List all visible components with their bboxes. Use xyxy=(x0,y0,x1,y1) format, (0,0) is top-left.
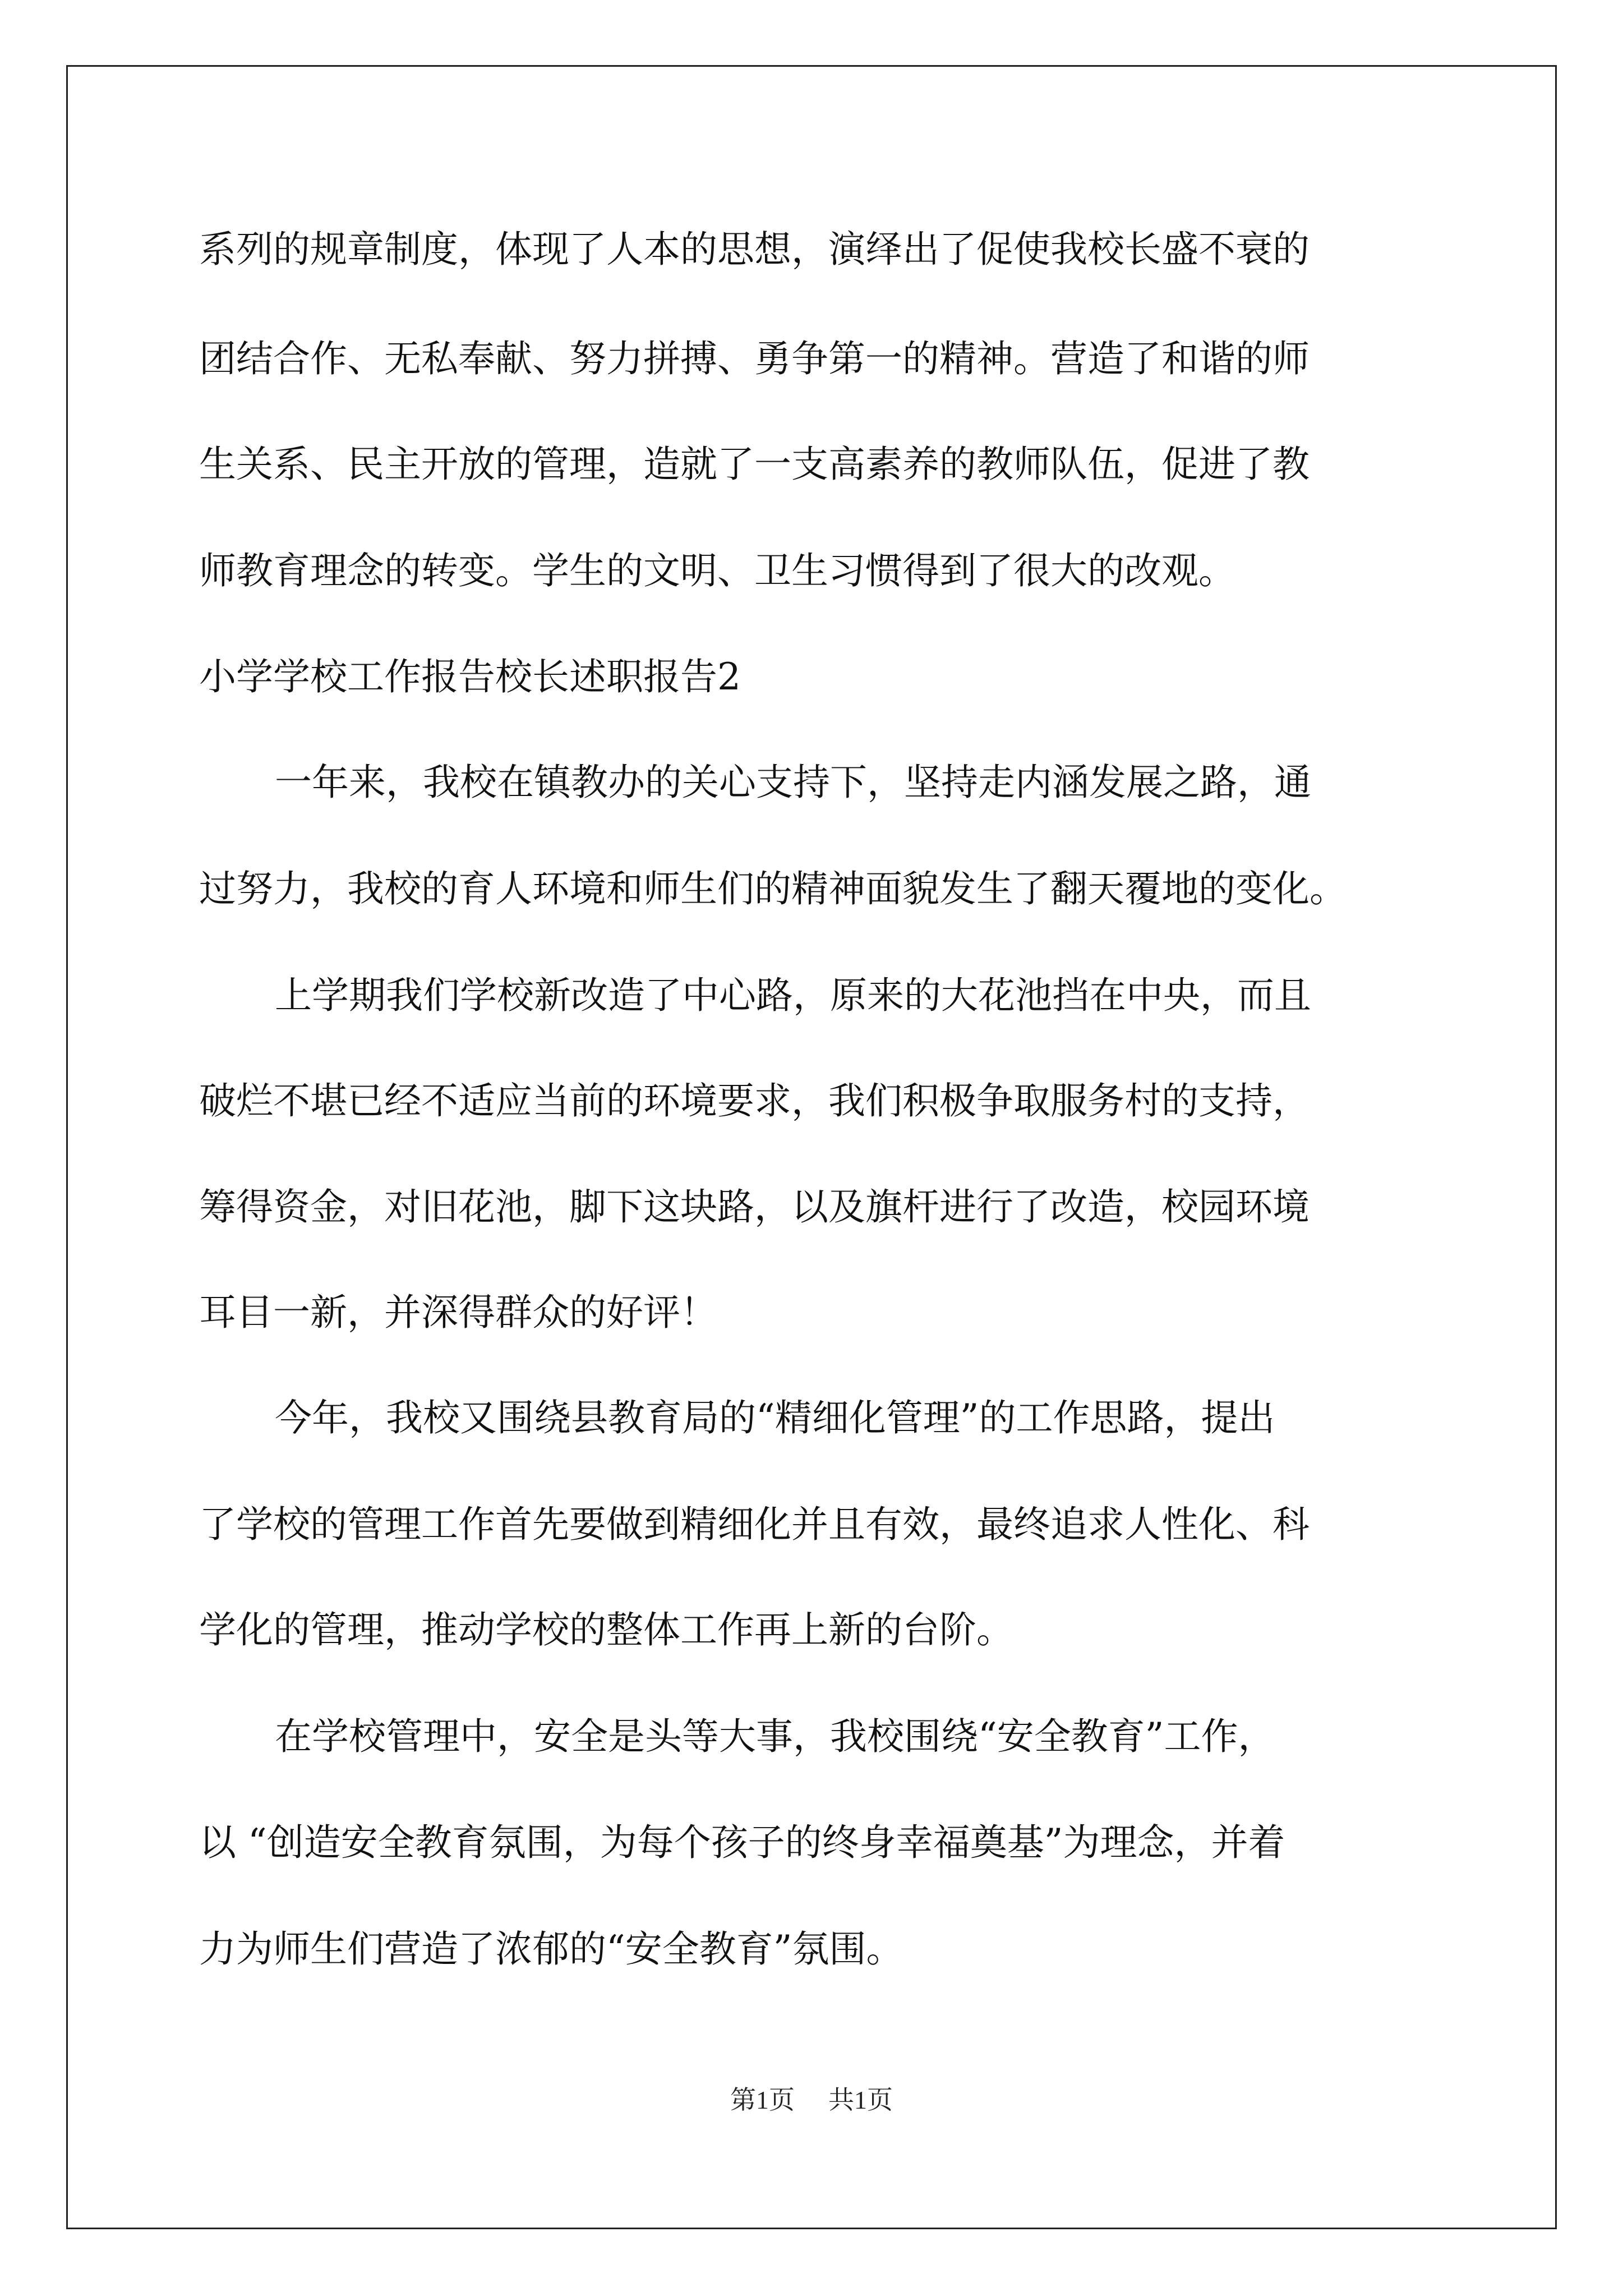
body-line: 以 “创造安全教育氛围，为每个孩子的终身幸福奠基”为理念，并着 xyxy=(199,1821,1285,1864)
paragraph-first-line: 一年来，我校在镇教办的关心支持下，坚持走内涵发展之路，通 xyxy=(275,761,1311,804)
body-line: 过努力，我校的育人环境和师生们的精神面貌发生了翻天覆地的变化。 xyxy=(199,867,1347,910)
body-line: 系列的规章制度，体现了人本的思想，演绎出了促使我校长盛不衰的 xyxy=(199,228,1310,271)
paragraph-first-line: 上学期我们学校新改造了中心路，原来的大花池挡在中央，而且 xyxy=(275,974,1311,1017)
paragraph-first-line: 在学校管理中，安全是头等大事，我校围绕“安全教育”工作， xyxy=(275,1715,1275,1758)
body-line: 力为师生们营造了浓郁的“安全教育”氛围。 xyxy=(199,1927,903,1971)
body-line: 生关系、民主开放的管理，造就了一支高素养的教师队伍，促进了教 xyxy=(199,443,1310,486)
body-line: 破烂不堪已经不适应当前的环境要求，我们积极争取服务村的支持， xyxy=(199,1079,1310,1122)
body-line: 了学校的管理工作首先要做到精细化并且有效，最终追求人性化、科 xyxy=(199,1503,1310,1546)
page-footer xyxy=(0,2083,1623,2117)
page-border xyxy=(66,65,1557,2229)
body-line: 团结合作、无私奉献、努力拼搏、勇争第一的精神。营造了和谐的师 xyxy=(199,337,1310,380)
paragraph-first-line: 今年，我校又围绕县教育局的“精细化管理”的工作思路，提出 xyxy=(275,1396,1275,1439)
body-line: 耳目一新，并深得群众的好评！ xyxy=(199,1291,717,1334)
page-total: 共1页 xyxy=(828,2086,893,2114)
section-heading: 小学学校工作报告校长述职报告2 xyxy=(199,655,741,698)
body-line: 师教育理念的转变。学生的文明、卫生习惯得到了很大的改观。 xyxy=(199,549,1235,592)
page-number: 第1页 xyxy=(730,2086,795,2114)
body-line: 学化的管理，推动学校的整体工作再上新的台阶。 xyxy=(199,1608,1013,1651)
body-line: 筹得资金，对旧花池，脚下这块路，以及旗杆进行了改造，校园环境 xyxy=(199,1185,1310,1228)
